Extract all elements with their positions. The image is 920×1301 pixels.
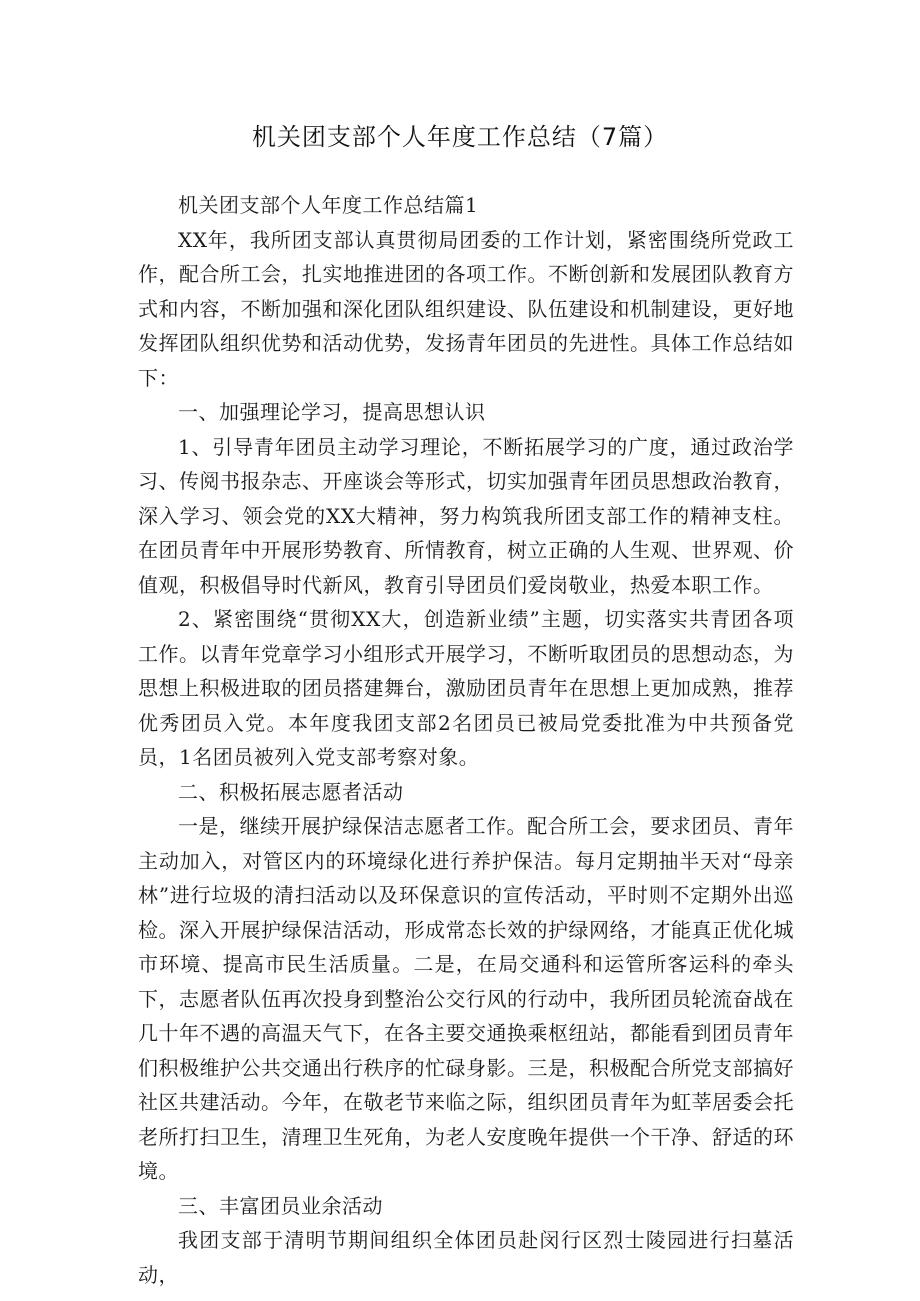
document-title: 机关团支部个人年度工作总结（7篇）: [251, 123, 669, 151]
section-heading: 二、积极拓展志愿者活动: [178, 779, 404, 804]
section-heading: 三、丰富团员业余活动: [178, 1193, 383, 1218]
section-heading: 一、加强理论学习，提高思想认识: [178, 400, 486, 424]
paragraph: 一是，继续开展护绿保洁志愿者工作。配合所工会，要求团员、青年主动加入，对管区内的环境绿化进行养护保洁。每月定期抽半天对“母亲林”进行垃圾的清扫活动以及环保意识的宣传活动，平时则不定期外出巡检。深入开展护绿保洁活动，形成常态长效的护绿网络，才能真正优化城市环境、提高市民生活质量。二是，在局交通科和运管所客运科的牵头下，志愿者队伍再次投身到整治公交行风的行动中，我所团员轮流奋战在几十年不遇的高温天气下，在各主要交通换乘枢纽站，都能看到团员青年们积极维护公共交通出行秩序的忙碌身影。三是，积极配合所党支部搞好社区共建活动。今年，在敬老节来临之际，组织团员青年为虹莘居委会托老所打扫卫生，清理卫生死角，为老人安度晚年提供一个干净、舒适的环境。: [138, 814, 794, 1183]
section-heading: 机关团支部个人年度工作总结篇1: [178, 193, 479, 217]
paragraph: 我团支部于清明节期间组织全体团员赴闵行区烈士陵园进行扫墓活动，: [138, 1228, 794, 1287]
paragraph: 1、引导青年团员主动学习理论，不断拓展学习的广度，通过政治学习、传阅书报杂志、开座谈会等形式，切实加强青年团员思想政治教育，深入学习、领会党的XX大精神，努力构筑我所团支部工作的精神支柱。在团员青年中开展形势教育、所情教育，树立正确的人生观、世界观、价值观，积极倡导时代新风，教育引导团员们爱岗敬业，热爱本职工作。: [138, 434, 794, 597]
paragraph: XX年，我所团支部认真贯彻局团委的工作计划，紧密围绕所党政工作，配合所工会，扎实地推进团的各项工作。不断创新和发展团队教育方式和内容，不断加强和深化团队组织建设、队伍建设和机制建设，更好地发挥团队组织优势和活动优势，发扬青年团员的先进性。具体工作总结如下：: [138, 227, 794, 390]
document-body: [138, 188, 794, 1292]
paragraph: 2、紧密围绕“贯彻XX大，创造新业绩”主题，切实落实共青团各项工作。以青年党章学习小组形式开展学习，不断听取团员的思想动态，为思想上积极进取的团员搭建舞台，激励团员青年在思想上更加成熟，推荐优秀团员入党。本年度我团支部2名团员已被局党委批准为中共预备党员，1名团员被列入党支部考察对象。: [138, 607, 794, 769]
